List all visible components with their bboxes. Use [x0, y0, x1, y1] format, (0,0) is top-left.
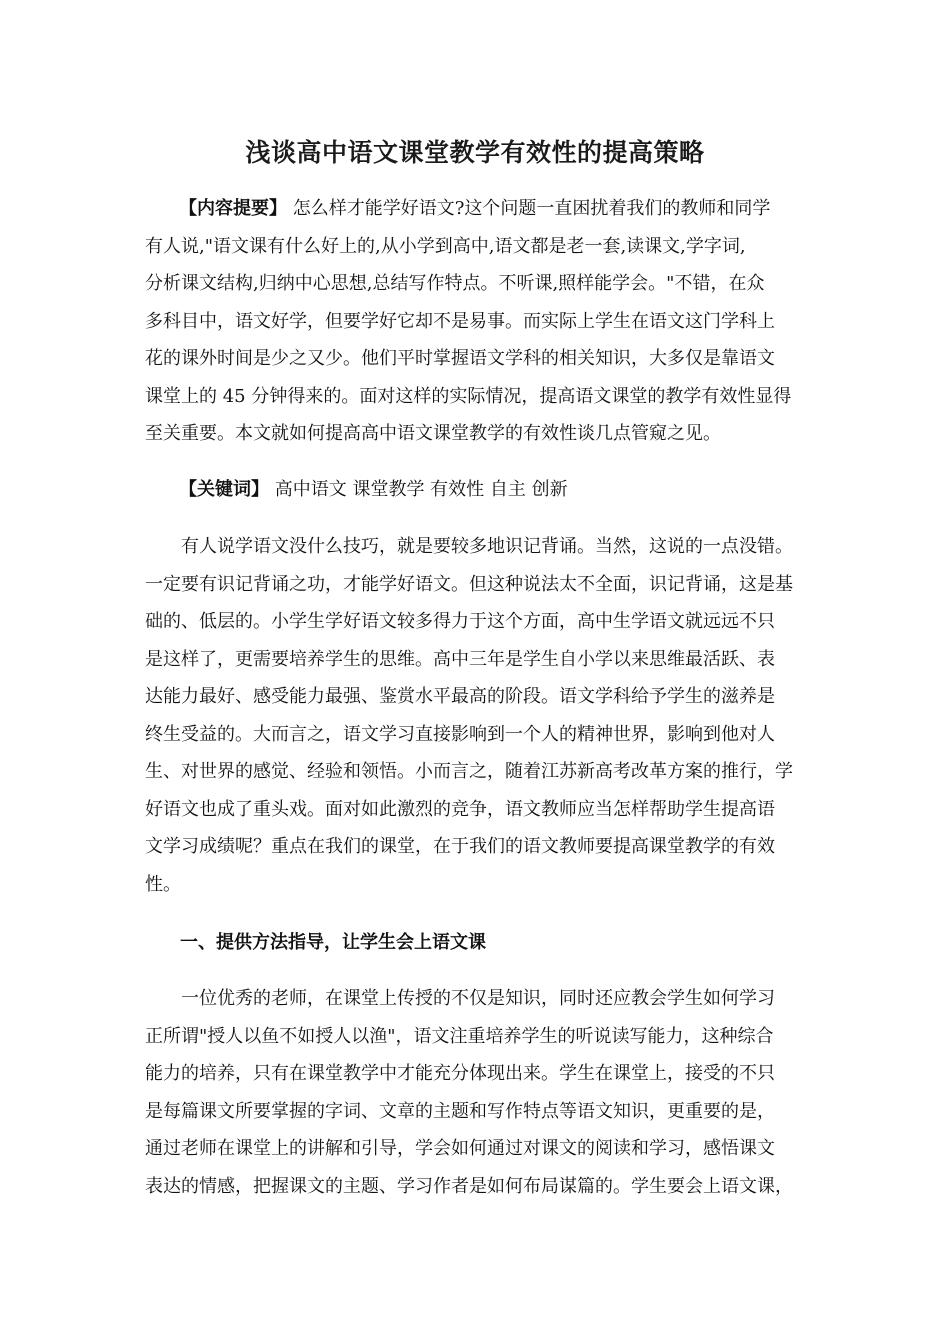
intro-line: 文学习成绩呢？重点在我们的课堂，在于我们的语文教师要提高课堂教学的有效: [145, 836, 775, 857]
intro-line: 达能力最好、感受能力最强、鉴赏水平最高的阶段。语文学科给予学生的滋养是: [145, 686, 775, 707]
abstract-line: 分析课文结构,归纳中心思想,总结写作特点。不听课,照样能学会。"不错，在众: [145, 273, 765, 294]
keywords-text: 高中语文 课堂教学 有效性 自主 创新: [269, 479, 568, 500]
section-heading: 一、提供方法指导，让学生会上语文课: [180, 932, 486, 953]
section1-line: 通过老师在课堂上的讲解和引导，学会如何通过对课文的阅读和学习，感悟课文: [145, 1138, 775, 1159]
document-title: 浅谈高中语文课堂教学有效性的提高策略: [245, 138, 705, 167]
keywords-paragraph: [145, 471, 810, 509]
section1-line: 能力的培养，只有在课堂教学中才能充分体现出来。学生在课堂上，接受的不只: [145, 1063, 775, 1084]
intro-paragraph: [145, 528, 810, 903]
abstract-label: 【内容提要】: [179, 198, 287, 219]
abstract-line: 花的课外时间是少之又少。他们平时掌握语文学科的相关知识，大多仅是靠语文: [145, 348, 775, 369]
section1-line: 一位优秀的老师，在课堂上传授的不仅是知识，同时还应教会学生如何学习: [145, 988, 775, 1009]
section1-line: 是每篇课文所要掌握的字词、文章的主题和写作特点等语文知识，更重要的是，: [145, 1100, 775, 1122]
abstract-line: 有人说,"语文课有什么好上的,从小学到高中,语文都是老一套,读课文,学字词,: [145, 235, 746, 257]
intro-line: 是这样了，更需要培养学生的思维。高中三年是学生自小学以来思维最活跃、表: [145, 648, 775, 670]
intro-line: 一定要有识记背诵之功，才能学好语文。但这种说法太不全面，识记背诵，这是基: [145, 573, 793, 595]
section1-line: 正所谓"授人以鱼不如授人以渔"，语文注重培养学生的听说读写能力，这种综合: [145, 1025, 774, 1047]
intro-line: 生、对世界的感觉、经验和领悟。小而言之，随着江苏新高考改革方案的推行，学: [145, 761, 793, 782]
intro-line: 终生受益的。大而言之，语文学习直接影响到一个人的精神世界，影响到他对人: [145, 723, 775, 745]
abstract-line: 多科目中，语文好学，但要学好它却不是易事。而实际上学生在语文这门学科上: [145, 310, 775, 332]
intro-line: 性。: [145, 873, 181, 895]
intro-line: 有人说学语文没什么技巧，就是要较多地识记背诵。当然，这说的一点没错。: [145, 536, 793, 557]
intro-line: 础的、低层的。小学生学好语文较多得力于这个方面，高中生学语文就远远不只: [145, 611, 775, 632]
abstract-line: 至关重要。本文就如何提高高中语文课堂教学的有效性谈几点管窥之见。: [145, 423, 721, 444]
abstract-paragraph: [145, 190, 810, 453]
section1-line: 表达的情感，把握课文的主题、学习作者是如何布局谋篇的。学生要会上语文课，: [145, 1175, 793, 1197]
abstract-line: 怎么样才能学好语文?这个问题一直困扰着我们的教师和同学: [287, 198, 771, 219]
keywords-label: 【关键词】: [179, 479, 269, 500]
intro-line: 好语文也成了重头戏。面对如此激烈的竞争，语文教师应当怎样帮助学生提高语: [145, 798, 775, 820]
section1-paragraph: [145, 980, 810, 1205]
abstract-line: 课堂上的 45 分钟得来的。面对这样的实际情况，提高语文课堂的教学有效性显得: [145, 385, 792, 407]
